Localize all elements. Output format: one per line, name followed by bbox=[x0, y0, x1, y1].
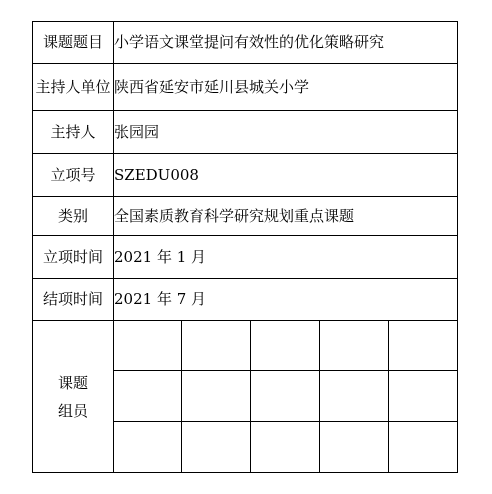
field-label-start-date: 立项时间 bbox=[42, 248, 103, 266]
field-value-title: 小学语文课堂提问有效性的优化策略研究 bbox=[114, 33, 385, 51]
row-divider bbox=[32, 235, 458, 236]
field-value-start-date: 2021 年 1 月 bbox=[114, 248, 207, 266]
field-value-category: 全国素质教育科学研究规划重点课题 bbox=[114, 207, 355, 225]
table-border-right bbox=[457, 21, 458, 473]
field-label-category: 类别 bbox=[57, 207, 88, 225]
row-divider bbox=[32, 278, 458, 279]
member-grid-divider bbox=[114, 421, 458, 422]
members-label-line1: 课题 bbox=[57, 374, 88, 392]
row-divider bbox=[32, 320, 458, 321]
members-label-line2: 组员 bbox=[57, 402, 88, 420]
member-column-divider bbox=[319, 320, 320, 472]
table-border-bottom bbox=[32, 472, 458, 473]
row-divider bbox=[32, 153, 458, 154]
field-value-host: 张园园 bbox=[114, 123, 160, 141]
field-value-project-number: SZEDU008 bbox=[114, 166, 199, 184]
members-label bbox=[32, 369, 114, 425]
field-value-host-unit: 陕西省延安市延川县城关小学 bbox=[114, 78, 310, 96]
field-label-end-date: 结项时间 bbox=[42, 290, 103, 308]
member-column-divider bbox=[388, 320, 389, 472]
field-value-end-date: 2021 年 7 月 bbox=[114, 290, 207, 308]
table-border-top bbox=[32, 21, 458, 22]
row-divider bbox=[32, 110, 458, 111]
member-column-divider bbox=[250, 320, 251, 472]
row-divider bbox=[32, 63, 458, 64]
field-label-title: 课题题目 bbox=[42, 33, 103, 51]
member-grid-divider bbox=[114, 370, 458, 371]
row-divider bbox=[32, 196, 458, 197]
member-column-divider bbox=[181, 320, 182, 472]
field-label-host-unit: 主持人单位 bbox=[35, 78, 111, 96]
field-label-host: 主持人 bbox=[50, 123, 96, 141]
field-label-project-number: 立项号 bbox=[50, 166, 96, 184]
